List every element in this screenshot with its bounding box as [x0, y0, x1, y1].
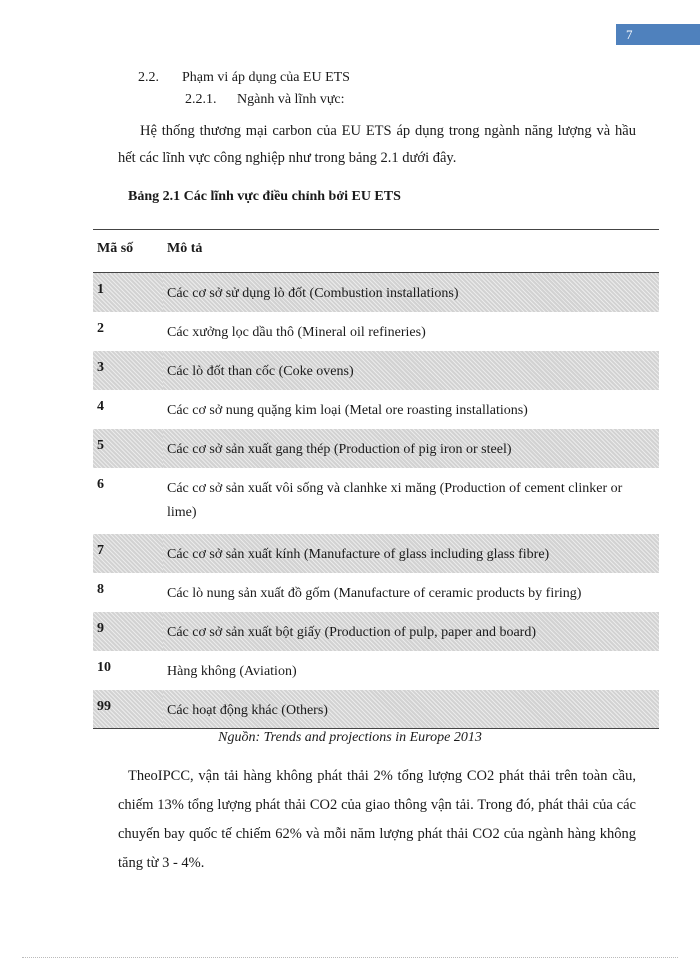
table-row: [93, 534, 659, 573]
table-source: Nguồn: Trends and projections in Europe 2013: [218, 730, 482, 745]
row-code: 2: [97, 320, 104, 336]
table-row: [93, 273, 659, 312]
row-description: Các lò nung sản xuất đồ gốm (Manufacture of ceramic products by firing): [167, 585, 582, 601]
subsection-number: 2.2.1.: [185, 92, 217, 107]
row-code: 8: [97, 581, 104, 597]
table-row: [93, 573, 659, 612]
row-description: Hàng không (Aviation): [167, 663, 297, 679]
sectors-table: [93, 229, 659, 729]
subsection-heading: [185, 92, 345, 108]
row-description: Các hoạt động khác (Others): [163, 690, 659, 729]
row-code: 1: [93, 273, 163, 312]
row-code: 10: [97, 659, 111, 675]
table-row: [93, 351, 659, 390]
header-description: Mô tả: [163, 230, 659, 273]
table-row: [93, 612, 659, 651]
table-row: [93, 651, 659, 690]
subsection-title: Ngành và lĩnh vực:: [237, 92, 345, 107]
row-code: 3: [93, 351, 163, 390]
table-row: [93, 429, 659, 468]
row-description: Các cơ sở sử dụng lò đốt (Combustion installations): [163, 273, 659, 312]
row-description: Các cơ sở sản xuất kính (Manufacture of glass including glass fibre): [163, 534, 659, 573]
row-code: 4: [97, 398, 104, 414]
closing-paragraph: TheoIPCC, vận tải hàng không phát thải 2% tổng lượng CO2 phát thải trên toàn cầu, chiếm 13% tổng lượng phát thải CO2 của giao thông vận tải. Trong đó, phát thải của các chuyến bay quốc tế chiếm 62% và mỗi năm lượng phát thải CO2 của ngành hàng không tăng từ 3 - 4%.: [118, 768, 636, 871]
section-heading: [138, 70, 350, 86]
table-caption: Bảng 2.1 Các lĩnh vực điều chỉnh bởi EU ETS: [128, 189, 401, 204]
row-code: 99: [93, 690, 163, 729]
table-row: [93, 690, 659, 729]
row-description: Các cơ sở nung quặng kim loại (Metal ore roasting installations): [167, 402, 528, 418]
row-code: 7: [93, 534, 163, 573]
table-row: [93, 468, 659, 534]
section-title: Phạm vi áp dụng của EU ETS: [182, 70, 350, 85]
table-header-row: [93, 230, 659, 273]
row-code: 6: [97, 476, 104, 492]
section-number: 2.2.: [138, 70, 159, 85]
table-row: [93, 312, 659, 351]
intro-paragraph: Hệ thống thương mại carbon của EU ETS áp dụng trong ngành năng lượng và hầu hết các lĩnh vực công nghiệp như trong bảng 2.1 dưới đây.: [118, 123, 636, 166]
row-description: Các cơ sở sản xuất vôi sống và clanhke xi măng (Production of cement clinker or lime): [167, 480, 623, 520]
row-code: 9: [93, 612, 163, 651]
table-row: [93, 390, 659, 429]
page-number-badge: 7: [616, 24, 700, 45]
header-code: Mã số: [93, 230, 163, 273]
row-description: Các xưởng lọc dầu thô (Mineral oil refineries): [167, 324, 426, 340]
row-description: Các lò đốt than cốc (Coke ovens): [163, 351, 659, 390]
row-description: Các cơ sở sản xuất bột giấy (Production of pulp, paper and board): [163, 612, 659, 651]
footer-divider: [22, 957, 678, 958]
row-description: Các cơ sở sản xuất gang thép (Production of pig iron or steel): [163, 429, 659, 468]
row-code: 5: [93, 429, 163, 468]
